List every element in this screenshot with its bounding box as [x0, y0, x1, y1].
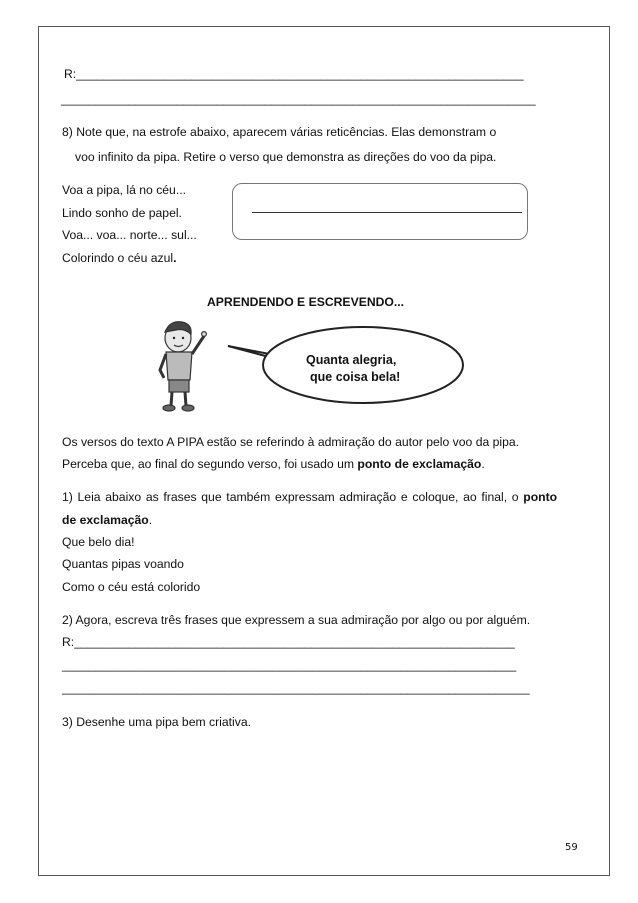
question-8-text: 8) Note que, na estrofe abaixo, aparecem várias reticências. Elas demonstram o [62, 125, 497, 139]
answer-line[interactable]: ___________________________________________________________________ [62, 658, 517, 672]
question-1-text: de exclamação. [62, 513, 153, 527]
stanza-verse: Voa... voa... norte... sul... [62, 228, 197, 242]
answer-line[interactable]: _____________________________________________________________________ [62, 681, 530, 695]
answer-line: R:__________________________________________________________________ [64, 67, 524, 81]
page-number: 59 [565, 842, 578, 853]
question-3-text: 3) Desenhe uma pipa bem criativa. [62, 715, 252, 729]
speech-bubble-text: Quanta alegria, [306, 353, 397, 367]
intro-text: Os versos do texto A PIPA estão se referindo à admiração do autor pelo voo da pipa. [62, 435, 520, 449]
stanza-verse: Lindo sonho de papel. [62, 206, 182, 220]
sentence-item: Quantas pipas voando [62, 557, 184, 571]
stanza-verse: Voa a pipa, lá no céu... [62, 183, 186, 197]
question-1-text: 1) Leia abaixo as frases que também expressam admiração e coloque, ao final, o ponto [62, 490, 558, 504]
intro-text: Perceba que, ao final do segundo verso, foi usado um ponto de exclamação. [62, 457, 485, 471]
sentence-item: Como o céu está colorido [62, 580, 201, 594]
sentence-item: Que belo dia! [62, 535, 135, 549]
speech-bubble-text: que coisa bela! [310, 370, 401, 384]
stanza-verse: Colorindo o céu azul. [62, 251, 177, 265]
boy-illustration [140, 318, 550, 418]
section-title: APRENDENDO E ESCREVENDO... [207, 295, 405, 309]
answer-line: ______________________________________________________________________ [61, 92, 536, 106]
question-2-text: 2) Agora, escreva três frases que expressem a sua admiração por algo ou por alguém. [62, 613, 531, 627]
answer-line[interactable]: R:_________________________________________________________________ [62, 635, 515, 649]
answer-box-line[interactable] [252, 212, 522, 213]
question-8-text: voo infinito da pipa. Retire o verso que demonstra as direções do voo da pipa. [75, 150, 497, 164]
boy-icon [160, 322, 206, 411]
